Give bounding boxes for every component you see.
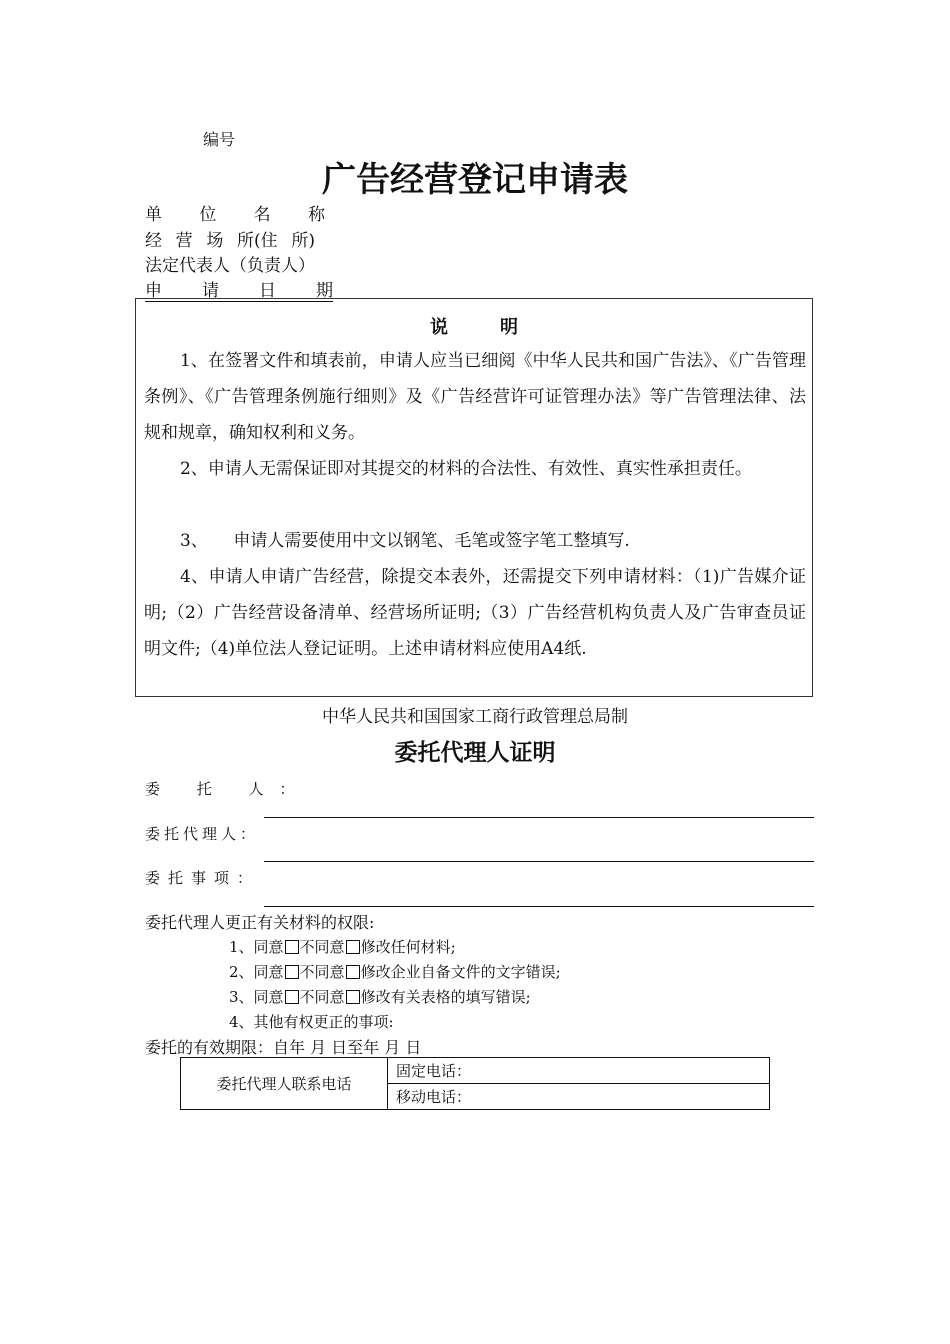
field-char: 营 (175, 231, 193, 251)
agree-checkbox[interactable] (285, 990, 299, 1004)
field-char: 场 (206, 231, 224, 251)
principal-input-line[interactable] (264, 817, 814, 818)
notice-title: 说明 (430, 317, 570, 338)
notice-paragraph: 2、申请人无需保证即对其提交的材料的合法性、有效性、真实性承担责任。 (180, 459, 752, 479)
field-char: 期 (316, 281, 333, 301)
issuer-line: 中华人民共和国国家工商行政管理总局制 (322, 707, 628, 727)
rights-item (229, 961, 561, 982)
field-char: 名 (253, 205, 271, 225)
field-char: 单 (145, 205, 162, 225)
field-char: 日 (259, 281, 276, 301)
rights-middle: 不同意 (299, 963, 345, 981)
field-char: 所) (291, 231, 315, 251)
field-char: 经 (145, 231, 162, 251)
proxy-title: 委托代理人证明 (394, 740, 556, 766)
notice-paragraph: 3、 申请人需要使用中文以钢笔、毛笔或签字笔工整填写. (180, 531, 630, 551)
rights-middle: 不同意 (299, 988, 345, 1006)
field-char: 位 (199, 205, 217, 225)
matter-input-line[interactable] (264, 906, 814, 907)
rights-prefix: 2、同意 (229, 963, 284, 981)
validity-period: 委托的有效期限：自年 月 日至年 月 日 (145, 1038, 422, 1057)
field-char: 法定代表人（负责人） (145, 256, 315, 276)
field-unit-name (145, 200, 325, 225)
mobile-field[interactable]: 移动电话： (388, 1084, 770, 1110)
contact-label: 委托代理人联系电话 (181, 1058, 388, 1110)
contact-table (180, 1057, 770, 1110)
rights-prefix: 1、同意 (229, 938, 284, 956)
field-legal-rep (145, 251, 330, 276)
other-rights: 4、其他有权更正的事项: (229, 1013, 394, 1031)
disagree-checkbox[interactable] (346, 940, 360, 954)
matter-label: 委托事项： (145, 869, 261, 887)
principal-label: 委 托 人： (145, 780, 311, 798)
field-char: 申 (145, 281, 162, 301)
disagree-checkbox[interactable] (346, 965, 360, 979)
field-address (145, 226, 315, 251)
rights-text: 修改任何材料; (360, 938, 456, 956)
form-title: 广告经营登记申请表 (322, 160, 628, 200)
landline-field[interactable]: 固定电话： (388, 1058, 770, 1084)
field-char: 所(住 (237, 231, 278, 251)
rights-text: 修改企业自备文件的文字错误; (360, 963, 561, 981)
notice-paragraph: 4、申请人申请广告经营，除提交本表外，还需提交下列申请材料：（1)广告媒介证明;（2）广告经营设备清单、经营场所证明;（3）广告经营机构负责人及广告审查员证明文件;（4)单位法人登记证明。上述申请材料应使用A4纸. (144, 567, 806, 659)
field-char: 称 (307, 205, 325, 225)
agent-label: 委托代理人： (145, 825, 260, 843)
rights-prefix: 3、同意 (229, 988, 284, 1006)
notice-paragraph: 1、在签署文件和填表前，申请人应当已细阅《中华人民共和国广告法》、《广告管理条例》、《广告管理条例施行细则》及《广告经营许可证管理办法》等广告管理法律、法规和规章，确知权利和义务。 (144, 351, 806, 443)
agree-checkbox[interactable] (285, 940, 299, 954)
rights-text: 修改有关表格的填写错误; (360, 988, 531, 1006)
rights-middle: 不同意 (299, 938, 345, 956)
rights-item (229, 936, 456, 957)
rights-item (229, 986, 531, 1007)
doc-number-label: 编号 (203, 130, 236, 149)
disagree-checkbox[interactable] (346, 990, 360, 1004)
agree-checkbox[interactable] (285, 965, 299, 979)
notice-box (135, 298, 813, 697)
field-char: 请 (202, 281, 219, 301)
rights-heading: 委托代理人更正有关材料的权限: (145, 913, 375, 932)
agent-input-line[interactable] (264, 861, 814, 862)
